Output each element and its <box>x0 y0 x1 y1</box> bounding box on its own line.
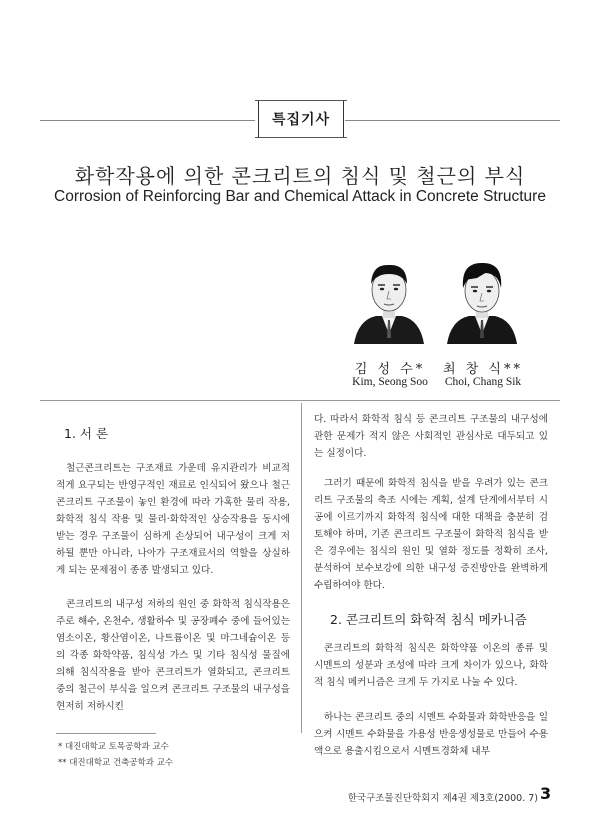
author-photo-1 <box>350 254 428 344</box>
journal-citation: 한국구조물진단학회지 제4권 제3호(2000. 7) <box>347 793 538 804</box>
portrait-icon <box>443 254 521 344</box>
paragraph-right-2: 콘크리트의 화학적 침식은 화학약품 이온의 종류 및 시멘트의 성분과 조성에 따라 크게 차이가 있으나, 화학적 침식 메커니즘은 크게 두 가지로 나눌 수 있다. <box>314 643 548 688</box>
paragraph-left-1: 철근콘크리트는 구조재료 가운데 유지관리가 비교적 적게 요구되는 반영구적인 재료로 인식되어 왔으나 철근콘크리트 구조물이 놓인 환경에 따라 가혹한 물리 작용, 화학적 침식 작용 및 물리·화학적인 상승작용을 동시에 받는 경우 구조물이 심하게 손상되어 내구성이 크게 저하될 뿐만 아니라, 나아가 구조재료서의 역할을 상실하게 되는 문제점이 종종 발생되고 있다. <box>56 463 290 576</box>
author-photo-2 <box>443 254 521 344</box>
author-1-name-korean: 김 성 수* <box>354 362 426 377</box>
paragraph-right-0: 다. 따라서 화학적 침식 등 콘크리트 구조물의 내구성에 관한 문제가 적지 않은 사회적인 관심사로 대두되고 있는 실정이다. <box>314 414 548 459</box>
footnote-1: * 대진대학교 토목공학과 교수 <box>58 742 169 752</box>
paragraph-right-3: 하나는 콘크리트 중의 시멘트 수화물과 화학반응을 일으켜 시멘트 수화물을 가용성 반응생성물로 만들어 수용액으로 용출시킴으로서 시멘트경화체 내부 <box>314 712 548 757</box>
footnote-rule <box>56 733 156 734</box>
section-1-heading: 1. 서 론 <box>64 426 109 441</box>
paragraph-left-2: 콘크리트의 내구성 저하의 원인 중 화학적 침식작용은 주로 해수, 온천수, 생활하수 및 공장폐수 중에 들어있는 염소이온, 황산염이온, 나트륨이온 및 마그네슘이온 등의 각종 화학약품, 침식성 가스 및 기타 침식성 물질에 의해 침식작용을 받아 콘크리트가 열화되고, 콘크리트 중의 철근이 부식을 일으켜 콘크리트 구조물의 내구성을 현저히 저하시킨 <box>56 599 290 712</box>
column-divider <box>301 403 302 733</box>
header-rule-right <box>345 120 560 121</box>
section-tag: 특집기사 <box>258 100 344 138</box>
body-top-rule <box>40 400 560 401</box>
page-number: 3 <box>540 784 552 803</box>
article-title-korean: 화학작용에 의한 콘크리트의 침식 및 철근의 부식 <box>74 164 526 188</box>
author-2-name-english: Choi, Chang Sik <box>444 376 522 388</box>
footnote-2: ** 대진대학교 건축공학과 교수 <box>58 758 174 768</box>
portrait-icon <box>350 254 428 344</box>
header-rule-left <box>40 120 255 121</box>
section-2-heading: 2. 콘크리트의 화학적 침식 메카니즘 <box>330 612 527 627</box>
paragraph-right-1: 그러기 때문에 화학적 침식을 받을 우려가 있는 콘크리트 구조물의 축조 시에는 계획, 설계 단계에서부터 시공에 이르기까지 화학적 침식에 대한 대책을 충분히 검토해야 하며, 기존 콘크리트 구조물이 화학적 침식을 받은 경우에는 침식의 원인 및 열화 정도를 정확히 조사, 분석하여 보수보강에 의한 내구성 증진방안을 완벽하게 수립하여야 한다. <box>314 478 548 591</box>
author-1-name-english: Kim, Seong Soo <box>352 376 428 388</box>
article-title-english: Corrosion of Reinforcing Bar and Chemical Attack in Concrete Structure <box>54 188 546 205</box>
author-2-name-korean: 최 창 식** <box>443 362 523 377</box>
